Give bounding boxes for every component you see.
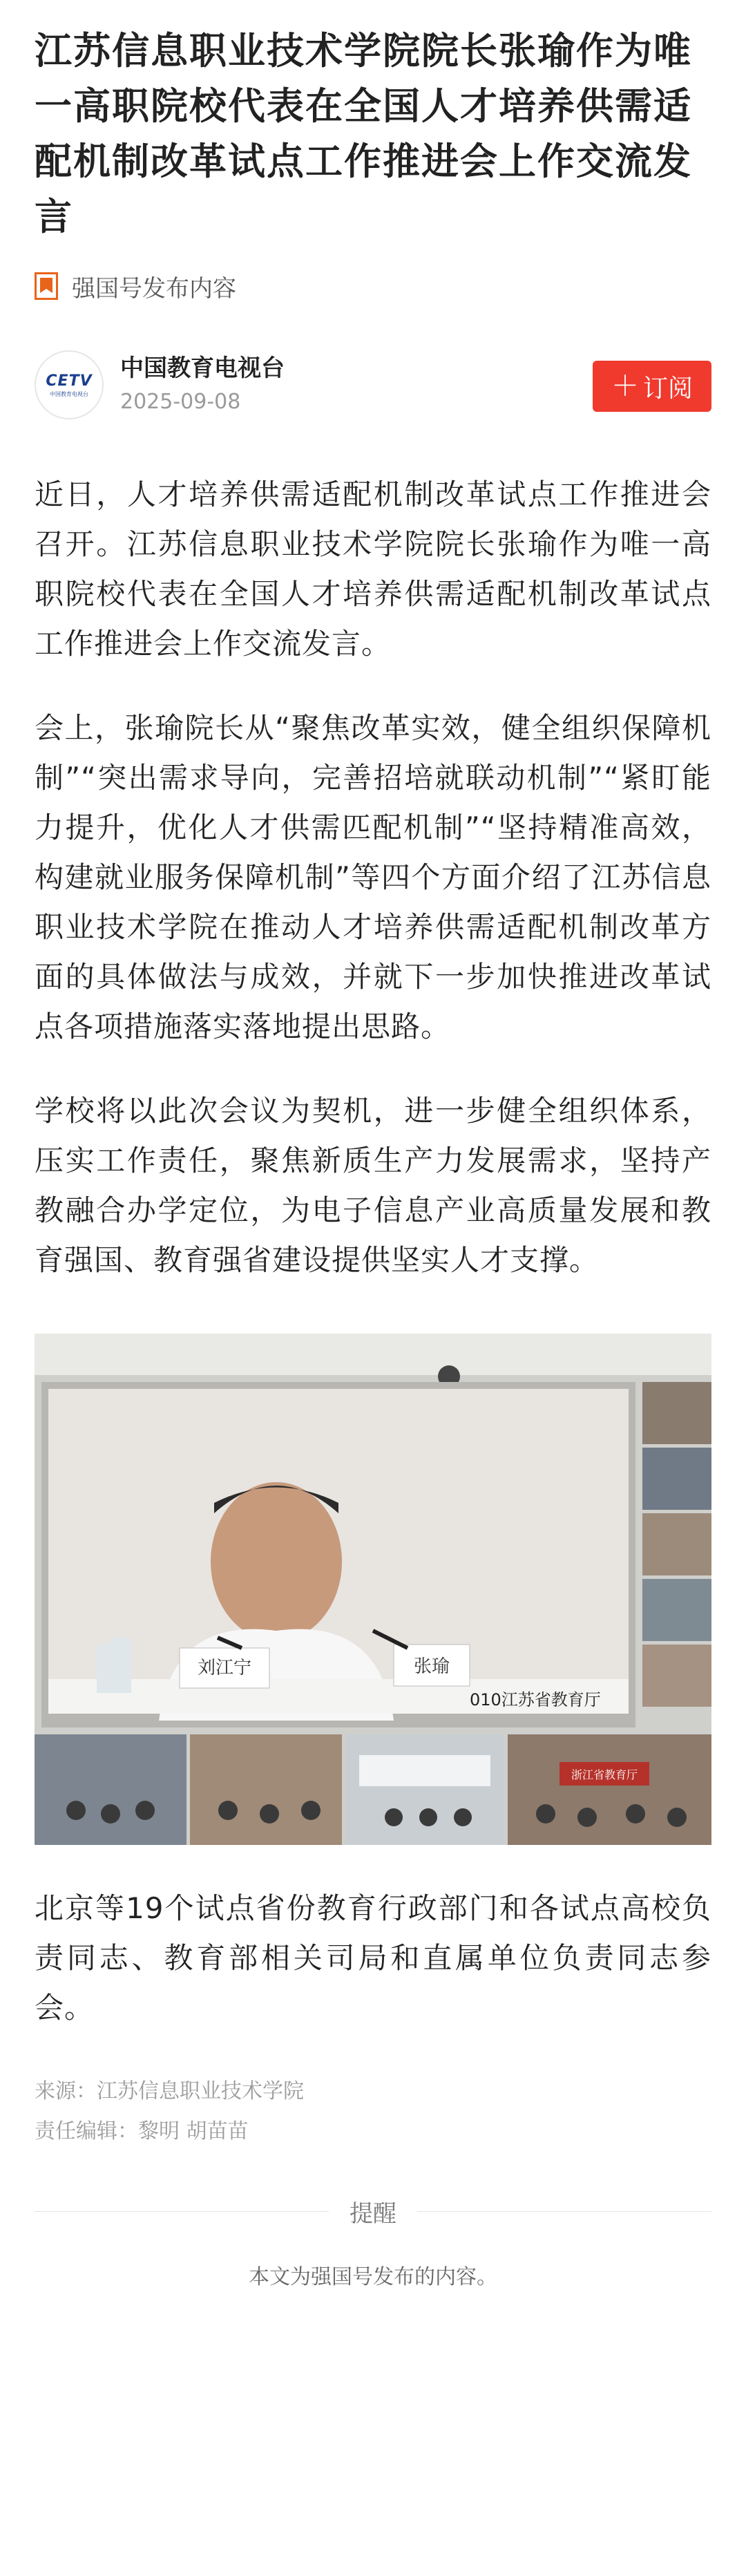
reminder-text: 本文为强国号发布的内容。: [249, 2265, 497, 2289]
flag-icon: [35, 272, 58, 300]
reminder-divider: [35, 2190, 711, 2232]
meeting-photo[interactable]: [35, 1334, 711, 1845]
publisher-row: [35, 347, 711, 423]
article-title: 江苏信息职业技术学院院长张瑜作为唯一高职院校代表在全国人才培养供需适配机制改革试点工作推进会上作交流发言: [35, 29, 692, 238]
article-meta: [35, 2072, 711, 2152]
nameplate-left: 刘江宁: [197, 1658, 252, 1678]
paragraph-1: 近日，人才培养供需适配机制改革试点工作推进会召开。江苏信息职业技术学院院长张瑜作为唯一高职院校代表在全国人才培养供需适配机制改革试点工作推进会上作交流发言。: [35, 477, 711, 661]
reminder-title: 提醒: [329, 2195, 417, 2228]
publish-date: 2025-09-08: [120, 390, 241, 414]
editor-label: 责任编辑：: [35, 2119, 138, 2143]
source-value: 江苏信息职业技术学院: [97, 2079, 304, 2103]
nameplate-right: 张瑜: [413, 1656, 450, 1677]
cetv-logo: CETV: [46, 372, 93, 390]
paragraph-4: 北京等19个试点省份教育行政部门和各试点高校负责同志、教育部相关司局和直属单位负责同志参会。: [35, 1891, 711, 2025]
avatar[interactable]: [35, 350, 104, 419]
cetv-logo-subtitle: 中国教育电视台: [50, 390, 88, 397]
source-label: 来源：: [35, 2079, 97, 2103]
screen-label: 010江苏省教育厅: [470, 1690, 601, 1710]
bottom-screen-label: 浙江省教育厅: [571, 1768, 638, 1781]
publisher-info: [120, 352, 285, 417]
subscribe-button[interactable]: [593, 361, 711, 412]
editor-value: 黎明 胡苗苗: [138, 2119, 249, 2143]
subscribe-label: 订阅: [642, 374, 693, 403]
publisher-name[interactable]: 中国教育电视台: [120, 354, 285, 382]
editor-line: [35, 2112, 711, 2152]
source-tag: [35, 265, 711, 307]
source-tag-label: 强国号发布内容: [72, 274, 236, 303]
paragraph-3: 学校将以此次会议为契机，进一步健全组织体系，压实工作责任，聚焦新质生产力发展需求，坚持产教融合办学定位，为电子信息产业高质量发展和教育强国、教育强省建设提供坚实人才支撑。: [35, 1094, 711, 1277]
source-line: [35, 2072, 711, 2112]
plus-icon: ＋: [611, 370, 639, 402]
paragraph-2: 会上，张瑜院长从“聚焦改革实效，健全组织保障机制”“突出需求导向，完善招培就联动机制”“紧盯能力提升，优化人才供需匹配机制”“坚持精准高效，构建就业服务保障机制”等四个方面介绍了江苏信息职业技术学院在推动人才培养供需适配机制改革方面的具体做法与成效，并就下一步加快推进改革试点各项措施落实落地提出思路。: [35, 711, 711, 1043]
